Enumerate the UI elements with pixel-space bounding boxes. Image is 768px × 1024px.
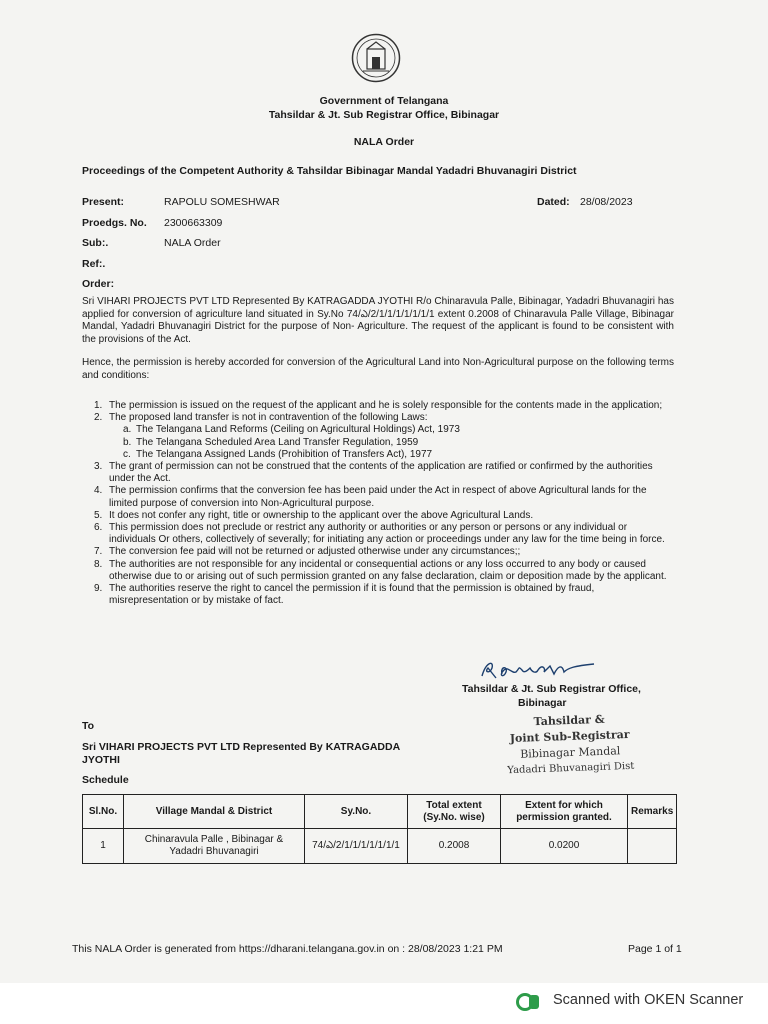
law-item: c. The Telangana Assigned Lands (Prohibition of Transfers Act), 1977 — [123, 448, 433, 460]
schedule-heading: Schedule — [82, 774, 129, 786]
to-label: To — [82, 720, 95, 732]
reference-label: Ref:. — [82, 258, 106, 270]
subject-label: Sub:. — [82, 237, 109, 249]
subject-value: NALA Order — [164, 237, 221, 249]
table-row — [83, 829, 677, 864]
cell-village: Chinaravula Palle , Bibinagar & Yadadri Bhuvanagiri — [124, 829, 305, 864]
term-item: 6. This permission does not preclude or restrict any authority or authorities or any person or persons or any individual or individuals Or others, collectively of severally; for initiating any action or proceedings under any law for the time being in force. — [94, 522, 665, 546]
cell-sl-no: 1 — [83, 829, 124, 864]
application-paragraph: Sri VIHARI PROJECTS PVT LTD Represented By KATRAGADDA JYOTHI R/o Chinaravula Palle, Bibinagar, Yadadri Bhuvanagiri has applied for conversion of agriculture land situated in Sy.No 74/ఎ/2/1/1/1/1/1/1/1 extent 0.2008 of Chinaravula Palle Village, Bibinagar Mandal, Yadadri Bhuvanagiri District for the purpose of Non- Agriculture. The request of the applicant is found to be consistent with the provisions of the Act. — [82, 296, 674, 345]
column-header: Remarks — [628, 795, 677, 829]
cell-total-extent: 0.2008 — [408, 829, 501, 864]
order-title: NALA Order — [353, 136, 415, 148]
law-item: a. The Telangana Land Reforms (Ceiling on Agricultural Holdings) Act, 1973 — [123, 424, 460, 436]
order-label: Order: — [82, 278, 115, 290]
telangana-emblem-icon — [351, 33, 401, 83]
cell-survey-no: 74/ఎ/2/1/1/1/1/1/1/1 — [305, 829, 408, 864]
term-item: 7. The conversion fee paid will not be returned or adjusted otherwise under any circumstances;; — [94, 546, 521, 558]
law-item: b. The Telangana Scheduled Area Land Transfer Regulation, 1959 — [123, 436, 419, 448]
signatory-office: Tahsildar & Jt. Sub Registrar Office, — [462, 683, 641, 695]
column-header: Village Mandal & District — [124, 795, 305, 829]
oken-scanner-logo-icon — [516, 991, 540, 1013]
term-item: 5. It does not confer any right, title or ownership to the applicant over the above Agricultural Lands. — [94, 509, 534, 521]
term-item: 3. The grant of permission can not be construed that the contents of the application are ratified or confirmed by the authorities under the Act. — [94, 461, 653, 485]
terms-list — [82, 400, 674, 607]
signatory-place: Bibinagar — [518, 697, 567, 709]
office-heading: Tahsildar & Jt. Sub Registrar Office, Bibinagar — [268, 109, 500, 121]
column-header: Total extent (Sy.No. wise) — [408, 795, 501, 829]
present-label: Present: — [82, 196, 125, 208]
permission-paragraph: Hence, the permission is hereby accorded for conversion of the Agricultural Land into Non-Agricultural purpose on the following terms and conditions: — [82, 357, 674, 381]
handwritten-signature — [478, 656, 598, 684]
proceedings-heading: Proceedings of the Competent Authority & Tahsildar Bibinagar Mandal Yadadri Bhuvanagiri District — [82, 165, 577, 177]
government-heading: Government of Telangana — [319, 95, 449, 107]
recipient-name: Sri VIHARI PROJECTS PVT LTD Represented By KATRAGADDA JYOTHI — [82, 741, 400, 766]
stamp-line: Tahsildar & — [533, 712, 605, 729]
stamp-line: Joint Sub-Registrar — [509, 727, 630, 746]
page-number: Page 1 of 1 — [628, 943, 682, 955]
laws-list — [109, 424, 674, 461]
table-header-row — [83, 795, 677, 829]
official-stamp — [494, 710, 646, 779]
dated-label: Dated: — [537, 196, 570, 208]
present-value: RAPOLU SOMESHWAR — [164, 196, 280, 208]
term-item: 9. The authorities reserve the right to cancel the permission if it is found that the permission is obtained by fraud, misrepresentation or by mistake of fact. — [94, 583, 595, 607]
stamp-line: Bibinagar Mandal — [519, 744, 621, 761]
term-item: 4. The permission confirms that the conversion fee has been paid under the Act in respect of above Agricultural lands for the limited purpose of conversion into Non-Agricultural purpose. — [94, 485, 647, 509]
column-header: Extent for which permission granted. — [501, 795, 628, 829]
scanner-watermark-text: Scanned with OKEN Scanner — [553, 992, 744, 1008]
schedule-table — [82, 794, 677, 864]
dated-value: 28/08/2023 — [580, 196, 633, 208]
proceedings-number-label: Proedgs. No. — [82, 217, 147, 229]
column-header: Sy.No. — [305, 795, 408, 829]
cell-remarks — [628, 829, 677, 864]
column-header: Sl.No. — [83, 795, 124, 829]
cell-granted-extent: 0.0200 — [501, 829, 628, 864]
term-item: 1. The permission is issued on the request of the applicant and he is solely responsible for the contents made in the application; — [94, 400, 663, 411]
generated-footer: This NALA Order is generated from https://dharani.telangana.gov.in on : 28/08/2023 1:21 PM — [72, 943, 503, 955]
term-item: 8. The authorities are not responsible for any incidental or consequential actions or any loss occurred to any body or caused otherwise due to or arising out of such permission granted on any false declaration, claim or deposition made by the applicant. — [94, 558, 667, 582]
stamp-line: Yadadri Bhuvanagiri Dist — [507, 760, 635, 777]
proceedings-number-value: 2300663309 — [164, 217, 223, 229]
term-item: 2. The proposed land transfer is not in contravention of the following Laws: a. The Telangana Land Reforms (Ceiling on Agricultural Holdings) Act, 1973 b. The Telangana Scheduled Area Land Transfer Regulation, 1959 c. The Telangana Assigned Lands (Prohibition of Transfers Act), 1977 — [82, 412, 674, 461]
